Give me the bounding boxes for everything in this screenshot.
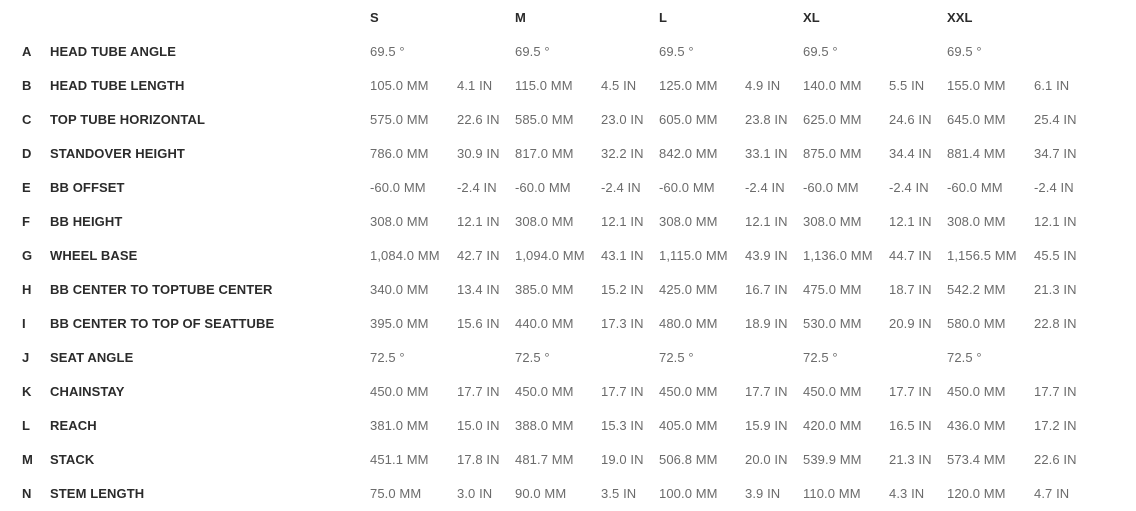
value-mm-l: 405.0 MM [659,417,718,433]
value-in-m: 23.0 IN [601,111,644,127]
value-mm-l: 842.0 MM [659,145,718,161]
value-mm-xl: 450.0 MM [803,383,862,399]
value-mm-m: -60.0 MM [515,179,571,195]
value-in-s: 15.6 IN [457,315,500,331]
table-row [22,238,1136,272]
value-mm-xl: 875.0 MM [803,145,862,161]
table-row [22,374,1136,408]
value-mm-s: 105.0 MM [370,77,429,93]
value-in-xl: 21.3 IN [889,451,932,467]
value-in-m: 15.2 IN [601,281,644,297]
value-mm-s: 1,084.0 MM [370,247,440,263]
value-in-s: 4.1 IN [457,77,493,93]
value-in-m: 17.3 IN [601,315,644,331]
value-in-m: 32.2 IN [601,145,644,161]
value-in-m: 15.3 IN [601,417,644,433]
table-row [22,136,1136,170]
value-in-xl: 24.6 IN [889,111,932,127]
value-mm-s: 72.5 ° [370,349,405,365]
value-mm-s: 75.0 MM [370,485,422,501]
value-mm-m: 388.0 MM [515,417,574,433]
value-in-l: 18.9 IN [745,315,788,331]
table-row [22,272,1136,306]
value-in-l: 43.9 IN [745,247,788,263]
row-label: TOP TUBE HORIZONTAL [50,111,206,127]
table-row [22,442,1136,476]
value-mm-xxl: 155.0 MM [947,77,1006,93]
value-mm-l: 450.0 MM [659,383,718,399]
value-in-s: 17.7 IN [457,383,500,399]
row-letter: L [22,417,31,433]
row-label: BB HEIGHT [50,213,123,229]
table-row [22,340,1136,374]
value-mm-xl: 72.5 ° [803,349,838,365]
value-in-xl: 4.3 IN [889,485,925,501]
value-in-l: 20.0 IN [745,451,788,467]
value-in-xxl: 6.1 IN [1034,77,1070,93]
value-in-xxl: 17.7 IN [1034,383,1077,399]
row-label: REACH [50,417,97,433]
row-letter: J [22,349,30,365]
table-row [22,170,1136,204]
value-in-m: 43.1 IN [601,247,644,263]
value-mm-l: 72.5 ° [659,349,694,365]
value-in-xl: -2.4 IN [889,179,929,195]
value-mm-xxl: 580.0 MM [947,315,1006,331]
row-letter: N [22,485,32,501]
value-in-xl: 17.7 IN [889,383,932,399]
value-in-xl: 18.7 IN [889,281,932,297]
row-letter: M [22,451,33,467]
value-mm-xxl: 308.0 MM [947,213,1006,229]
value-in-l: 23.8 IN [745,111,788,127]
row-label: WHEEL BASE [50,247,138,263]
value-in-m: 19.0 IN [601,451,644,467]
row-letter: K [22,383,32,399]
table-row [22,476,1136,510]
value-mm-xxl: 120.0 MM [947,485,1006,501]
value-in-xxl: 21.3 IN [1034,281,1077,297]
value-mm-m: 308.0 MM [515,213,574,229]
value-in-l: 12.1 IN [745,213,788,229]
value-in-xxl: 34.7 IN [1034,145,1077,161]
row-letter: H [22,281,32,297]
value-mm-l: 1,115.0 MM [659,247,728,263]
value-mm-s: -60.0 MM [370,179,426,195]
value-in-l: -2.4 IN [745,179,785,195]
value-mm-m: 817.0 MM [515,145,574,161]
value-mm-l: 480.0 MM [659,315,718,331]
value-mm-s: 450.0 MM [370,383,429,399]
value-mm-l: -60.0 MM [659,179,715,195]
table-header-row [22,0,1136,34]
value-mm-l: 125.0 MM [659,77,718,93]
value-mm-l: 69.5 ° [659,43,694,59]
value-mm-xl: 308.0 MM [803,213,862,229]
table-row [22,408,1136,442]
value-mm-m: 450.0 MM [515,383,574,399]
value-mm-xxl: 436.0 MM [947,417,1006,433]
value-mm-s: 451.1 MM [370,451,429,467]
value-mm-s: 575.0 MM [370,111,429,127]
value-in-xxl: 4.7 IN [1034,485,1070,501]
row-label: HEAD TUBE LENGTH [50,77,185,93]
value-mm-xxl: 881.4 MM [947,145,1006,161]
value-mm-l: 425.0 MM [659,281,718,297]
value-mm-xl: 530.0 MM [803,315,862,331]
value-in-m: 17.7 IN [601,383,644,399]
value-in-xl: 12.1 IN [889,213,932,229]
value-mm-xxl: 542.2 MM [947,281,1006,297]
row-letter: C [22,111,32,127]
column-header-xxl: XXL [947,9,973,25]
value-in-s: -2.4 IN [457,179,497,195]
value-mm-s: 381.0 MM [370,417,429,433]
value-mm-s: 308.0 MM [370,213,429,229]
value-in-xxl: 22.8 IN [1034,315,1077,331]
value-in-s: 15.0 IN [457,417,500,433]
value-mm-m: 1,094.0 MM [515,247,585,263]
value-mm-s: 786.0 MM [370,145,429,161]
value-mm-xl: -60.0 MM [803,179,859,195]
value-in-xl: 20.9 IN [889,315,932,331]
row-letter: B [22,77,32,93]
value-in-xxl: 25.4 IN [1034,111,1077,127]
value-mm-xl: 420.0 MM [803,417,862,433]
column-header-m: M [515,9,526,25]
value-mm-xl: 625.0 MM [803,111,862,127]
value-mm-s: 340.0 MM [370,281,429,297]
value-in-s: 30.9 IN [457,145,500,161]
value-in-xxl: 45.5 IN [1034,247,1077,263]
value-mm-xl: 69.5 ° [803,43,838,59]
value-mm-s: 395.0 MM [370,315,429,331]
value-in-l: 16.7 IN [745,281,788,297]
value-in-xxl: 17.2 IN [1034,417,1077,433]
row-label: STACK [50,451,95,467]
row-label: BB CENTER TO TOPTUBE CENTER [50,281,273,297]
row-letter: F [22,213,31,229]
value-mm-xl: 110.0 MM [803,485,861,501]
value-in-xl: 5.5 IN [889,77,925,93]
row-label: STEM LENGTH [50,485,145,501]
value-in-xl: 16.5 IN [889,417,932,433]
table-row [22,306,1136,340]
value-mm-m: 115.0 MM [515,77,573,93]
value-in-s: 12.1 IN [457,213,500,229]
row-label: BB CENTER TO TOP OF SEATTUBE [50,315,275,331]
value-mm-xxl: 573.4 MM [947,451,1006,467]
value-mm-m: 90.0 MM [515,485,567,501]
value-in-xl: 34.4 IN [889,145,932,161]
value-mm-s: 69.5 ° [370,43,405,59]
value-mm-xl: 1,136.0 MM [803,247,873,263]
value-in-s: 13.4 IN [457,281,500,297]
value-mm-xxl: 1,156.5 MM [947,247,1017,263]
value-in-xxl: 12.1 IN [1034,213,1077,229]
value-in-l: 17.7 IN [745,383,788,399]
row-letter: A [22,43,32,59]
row-label: SEAT ANGLE [50,349,134,365]
value-in-s: 42.7 IN [457,247,500,263]
value-mm-m: 585.0 MM [515,111,574,127]
value-mm-xl: 475.0 MM [803,281,862,297]
row-label: HEAD TUBE ANGLE [50,43,176,59]
value-mm-xl: 140.0 MM [803,77,862,93]
value-in-m: 12.1 IN [601,213,644,229]
value-mm-xxl: 450.0 MM [947,383,1006,399]
row-label: CHAINSTAY [50,383,125,399]
row-letter: I [22,315,26,331]
table-row [22,34,1136,68]
value-in-s: 22.6 IN [457,111,500,127]
table-body [22,34,1136,510]
value-mm-xxl: 72.5 ° [947,349,982,365]
row-letter: E [22,179,31,195]
value-in-m: 3.5 IN [601,485,637,501]
row-letter: G [22,247,33,263]
value-mm-m: 72.5 ° [515,349,550,365]
row-label: BB OFFSET [50,179,125,195]
column-header-xl: XL [803,9,820,25]
row-letter: D [22,145,32,161]
value-mm-m: 69.5 ° [515,43,550,59]
value-mm-xxl: -60.0 MM [947,179,1003,195]
value-in-s: 17.8 IN [457,451,500,467]
column-header-s: S [370,9,379,25]
value-mm-l: 100.0 MM [659,485,718,501]
table-row [22,68,1136,102]
table-row [22,102,1136,136]
value-in-m: -2.4 IN [601,179,641,195]
value-in-xl: 44.7 IN [889,247,932,263]
value-in-l: 4.9 IN [745,77,781,93]
column-header-l: L [659,9,668,25]
value-in-xxl: 22.6 IN [1034,451,1077,467]
value-mm-l: 308.0 MM [659,213,718,229]
value-in-m: 4.5 IN [601,77,637,93]
value-in-l: 33.1 IN [745,145,788,161]
value-in-xxl: -2.4 IN [1034,179,1074,195]
table-row [22,204,1136,238]
value-mm-l: 605.0 MM [659,111,718,127]
value-mm-l: 506.8 MM [659,451,718,467]
value-in-s: 3.0 IN [457,485,493,501]
value-in-l: 15.9 IN [745,417,788,433]
row-label: STANDOVER HEIGHT [50,145,185,161]
value-mm-m: 440.0 MM [515,315,574,331]
value-mm-m: 385.0 MM [515,281,574,297]
value-in-l: 3.9 IN [745,485,781,501]
value-mm-xxl: 69.5 ° [947,43,982,59]
value-mm-m: 481.7 MM [515,451,574,467]
value-mm-xxl: 645.0 MM [947,111,1006,127]
value-mm-xl: 539.9 MM [803,451,862,467]
